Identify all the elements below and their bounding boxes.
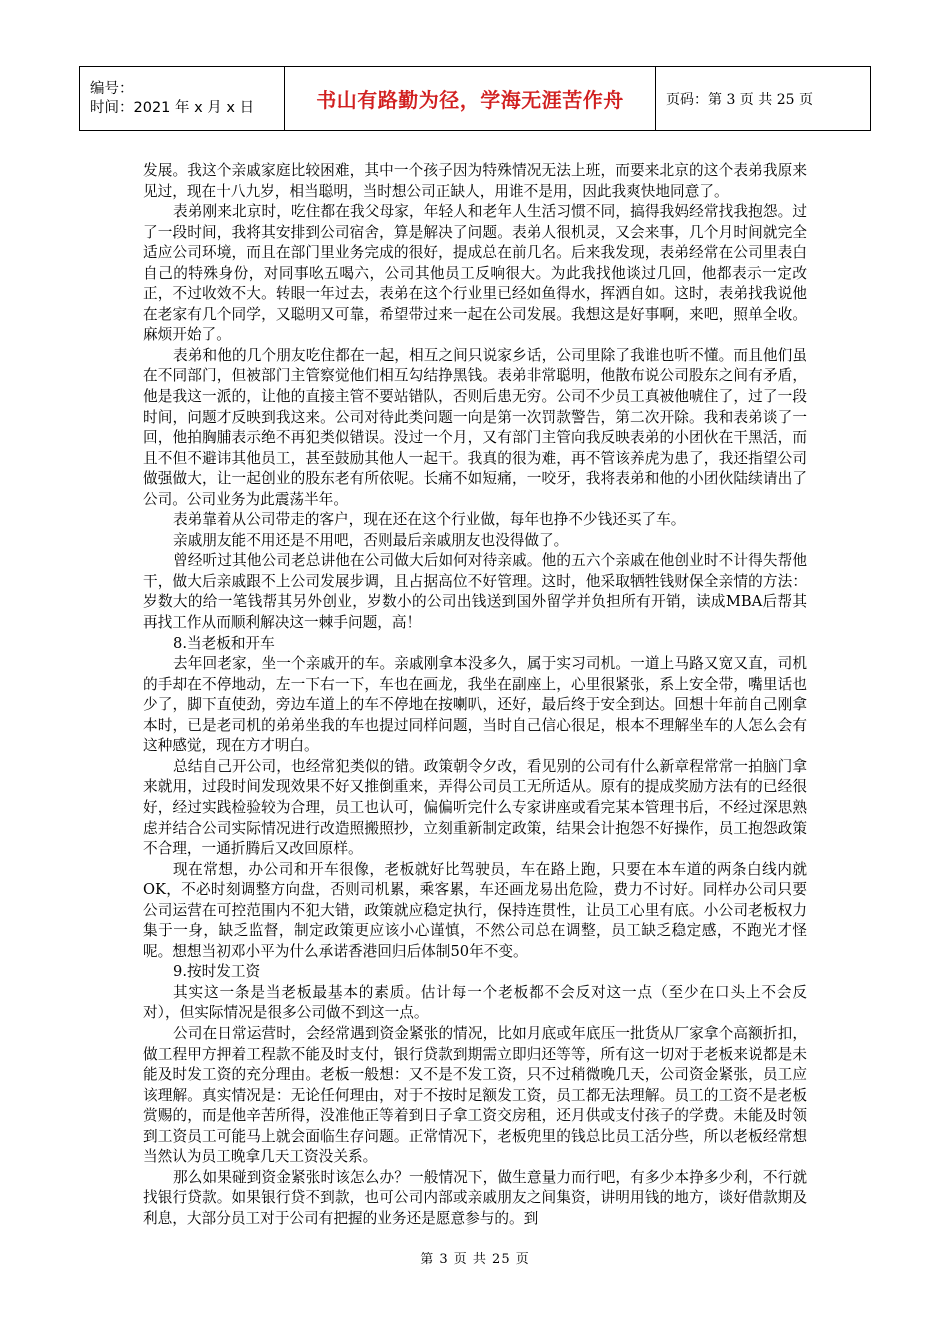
body-paragraph: 9.按时发工资 (173, 963, 261, 981)
body-paragraph: 发展。我这个亲戚家庭比较困难，其中一个孩子因为特殊情况无法上班，而要来北京的这个表弟我原来见过，现在十八九岁，相当聪明，当时想公司正缺人，用谁不是用，因此我爽快地同意了。 (143, 162, 807, 200)
header-motto: 书山有路勤为径，学海无涯苦作舟 (285, 67, 656, 131)
body-paragraph: 表弟刚来北京时，吃住都在我父母家，年轻人和老年人生活习惯不同，搞得我妈经常找我抱怨。过了一段时间，我将其安排到公司宿舍，算是解决了问题。表弟人很机灵，又会来事，几个月时间就完全适应公司环境，而且在部门里业务完成的很好，提成总在前几名。后来我发现，表弟经常在公司里表白自己的特殊身份，对同事吆五喝六，公司其他员工反响很大。为此我找他谈过几回，他都表示一定改正，不过收效不大。转眼一年过去，表弟在这个行业里已经如鱼得水，挥洒自如。这时，表弟找我说他在老家有几个同学，又聪明又可靠，希望带过来一起在公司发展。我想这是好事啊，来吧，照单全收。麻烦开始了。 (143, 203, 807, 344)
document-number-label: 编号： (90, 80, 134, 97)
body-paragraph: 表弟和他的几个朋友吃住都在一起，相互之间只说家乡话，公司里除了我谁也听不懂。而且他们虽在不同部门，但被部门主管察觉他们相互勾结挣黑钱。表弟非常聪明，他散布说公司股东之间有矛盾，他是我这一派的，让他的直接主管不要站错队，否则后患无穷。公司不少员工真被他唬住了，过了一段时间，问题才反映到我这来。公司对待此类问题一向是第一次罚款警告，第二次开除。我和表弟谈了一回，他拍胸脯表示绝不再犯类似错误。没过一个月，又有部门主管向我反映表弟的小团伙在干黑活，而且不但不避讳其他员工，甚至鼓励其他人一起干。我真的很为难，再不管该养虎为患了，我还指望公司做强做大，让一起创业的股东老有所依呢。长痛不如短痛，一咬牙，我将表弟和他的小团伙陆续请出了公司。公司业务为此震荡半年。 (143, 346, 807, 508)
body-paragraph: 那么如果碰到资金紧张时该怎么办？一般情况下，做生意量力而行吧，有多少本挣多少利，不行就找银行贷款。如果银行贷不到款，也可公司内部或亲戚朋友之间集资，讲明用钱的地方，谈好借款期及利息，大部分员工对于公司有把握的业务还是愿意参与的。到 (143, 1168, 807, 1227)
document-body (143, 161, 807, 1229)
header-meta-cell (80, 67, 285, 131)
body-paragraph: 8.当老板和开车 (173, 634, 275, 652)
body-paragraph: 现在常想，办公司和开车很像，老板就好比驾驶员，车在路上跑，只要在本车道的两条白线内就OK，不必时刻调整方向盘，否则司机累，乘客累，车还画龙易出危险，费力不讨好。同样办公司只要公司运营在可控范围内不犯大错，政策就应稳定执行，保持连贯性，让员工心里有底。小公司老板权力集于一身，缺乏监督，制定政策更应该小心谨慎，不然公司总在调整，员工缺乏稳定感，不跑光才怪呢。想想当初邓小平为什么承诺香港回归后体制50年不变。 (143, 860, 807, 960)
document-date-label: 时间：2021 年 x 月 x 日 (90, 99, 255, 116)
header-page-number: 页码：第 3 页 共 25 页 (656, 67, 871, 131)
body-paragraph: 其实这一条是当老板最基本的素质。估计每一个老板都不会反对这一点（至少在口头上不会反对），但实际情况是很多公司做不到这一点。 (143, 983, 807, 1022)
body-paragraph: 去年回老家，坐一个亲戚开的车。亲戚刚拿本没多久，属于实习司机。一道上马路又宽又直，司机的手却在不停地动，左一下右一下，车也在画龙，我坐在副座上，心里很紧张，系上安全带，嘴里话也少了，脚下直使劲，旁边车道上的车不停地在按喇叭，还好，最后终于安全到达。回想十年前自己刚拿本时，已是老司机的弟弟坐我的车也提过同样问题，当时自己信心很足，根本不理解坐车的人怎么会有这种感觉，现在方才明白。 (143, 655, 807, 755)
page-header (79, 66, 871, 131)
page-footer: 第 3 页 共 25 页 (420, 1252, 530, 1267)
body-paragraph: 亲戚朋友能不用还是不用吧，否则最后亲戚朋友也没得做了。 (173, 531, 569, 549)
body-paragraph: 曾经听过其他公司老总讲他在公司做大后如何对待亲戚。他的五六个亲戚在他创业时不计得失帮他干，做大后亲戚跟不上公司发展步调，且占据高位不好管理。这时，他采取牺牲钱财保全亲情的方法：岁数大的给一笔钱帮其另外创业，岁数小的公司出钱送到国外留学并负担所有开销，读成MBA后帮其再找工作从而顺利解决这一棘手问题，高！ (143, 552, 807, 632)
body-paragraph: 总结自己开公司，也经常犯类似的错。政策朝令夕改，看见别的公司有什么新章程常常一拍脑门拿来就用，过段时间发现效果不好又推倒重来，弄得公司员工无所适从。原有的提成奖励方法有的已经很好，经过实践检验较为合理，员工也认可，偏偏听完什么专家讲座或看完某本管理书后，不经过深思熟虑并结合公司实际情况进行改造照搬照抄，立刻重新制定政策，结果会计抱怨不好操作，员工抱怨政策不合理，一通折腾后又改回原样。 (143, 757, 807, 858)
body-paragraph: 表弟靠着从公司带走的客户，现在还在这个行业做，每年也挣不少钱还买了车。 (173, 511, 686, 529)
body-paragraph: 公司在日常运营时，会经常遇到资金紧张的情况，比如月底或年底压一批货从厂家拿个高额折扣，做工程甲方押着工程款不能及时支付，银行贷款到期需立即归还等等，所有这一切对于老板来说都是未能及时发工资的充分理由。老板一般想：又不是不发工资，只不过稍微晚几天，公司资金紧张，员工应该理解。真实情况是：无论任何理由，对于不按时足额发工资，员工都无法理解。员工的工资不是老板赏赐的，而是他辛苦所得，没准他正等着到日子拿工资交房租，还月供或支付孩子的学费。未能及时领到工资员工可能马上就会面临生存问题。正常情况下，老板兜里的钱总比员工活分些，所以老板经常想当然认为员工晚拿几天工资没关系。 (143, 1024, 807, 1166)
